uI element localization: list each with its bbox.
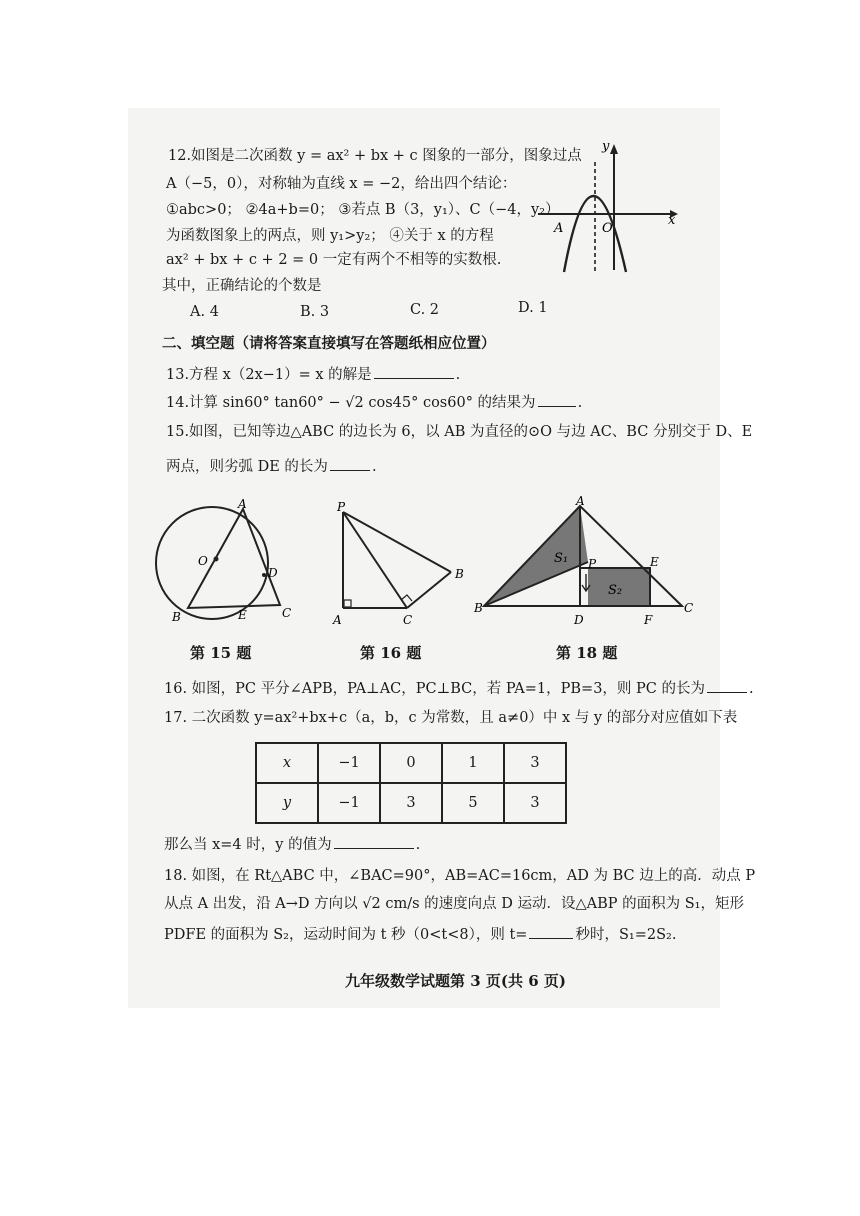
q12-parabola-graph [530,140,690,280]
fig18-caption: 第 18 题 [556,644,618,662]
fig15-label-e: E [238,608,247,622]
q12-line2: A（−5，0），对称轴为直线 x = −2，给出四个结论： [166,176,517,192]
q12-option-c: C. 2 [410,302,440,318]
table-cell: 3 [504,743,566,783]
fig18-label-f: F [644,613,653,627]
q15-answer-blank [330,456,370,471]
q12-line6: 其中，正确结论的个数是 [162,278,322,294]
fig15-caption: 第 15 题 [190,644,252,662]
fig18-label-c: C [684,601,694,615]
q14-end: . [577,395,583,411]
q18-answer-blank [529,924,573,939]
fig16-caption: 第 16 题 [360,644,422,662]
q17-after [164,834,420,855]
table-cell: −1 [318,783,380,823]
fig16-label-c: C [403,613,413,627]
q17-answer-blank [334,834,414,849]
table-cell: y [256,783,318,823]
q12-option-b: B. 3 [300,304,330,320]
q12-graph-y-label: y [602,140,610,154]
table-cell: −1 [318,743,380,783]
q12-option-a: A. 4 [190,304,219,320]
q16-text: 16. 如图，PC 平分∠APB，PA⊥AC，PC⊥BC，若 PA=1，PB=3，则 PC 的长为 [164,681,706,697]
q18-line2: 从点 A 出发，沿 A→D 方向以 √2 cm/s 的速度向点 D 运动．设△ABP 的面积为 S₁，矩形 [164,896,744,912]
table-cell: x [256,743,318,783]
fig15-label-d: D [268,566,278,580]
q17-text: 17. 二次函数 y=ax²+bx+c（a，b，c 为常数，且 a≠0）中 x 与 y 的部分对应值如下表 [164,710,738,726]
fig15-label-a: A [238,497,247,511]
q12-option-d: D. 1 [518,300,548,316]
q17-table [255,742,567,824]
q15-line1: 15.如图，已知等边△ABC 的边长为 6，以 AB 为直径的⊙O 与边 AC、BC 分别交于 D、E [166,424,753,440]
fig18-label-d: D [574,613,584,627]
fig18-label-b: B [474,601,483,615]
q13-text: 13.方程 x（2x−1）= x 的解是 [166,367,372,383]
q12-line4: 为函数图象上的两点，则 y₁>y₂； ④关于 x 的方程 [166,228,494,244]
q18-line3 [164,924,676,945]
q12-graph-a-label: A [554,221,564,236]
q18-line3-end: 秒时，S₁=2S₂. [575,927,677,943]
q16-end: . [749,681,754,697]
fig18-label-s2: S₂ [608,583,623,598]
table-cell: 1 [442,743,504,783]
q13-answer-blank [374,364,454,379]
table-cell: 3 [380,783,442,823]
fig15-label-c: C [282,606,292,620]
fig18-label-a: A [576,494,585,508]
table-cell: 0 [380,743,442,783]
fig18-label-p: P [588,557,597,571]
q12-line5: ax² + bx + c + 2 = 0 一定有两个不相等的实数根. [166,252,502,268]
q18-line3-text: PDFE 的面积为 S₂，运动时间为 t 秒（0<t<8），则 t= [164,927,528,943]
figure-15 [150,495,310,630]
table-row [256,743,566,783]
q12-line1: 12.如图是二次函数 y = ax² + bx + c 图象的一部分，图象过点 [168,148,582,164]
q16-answer-blank [707,678,747,693]
q14-answer-blank [538,392,576,407]
fig16-label-b: B [455,567,464,581]
q15-end: . [371,459,377,475]
q13 [166,364,460,385]
fig18-label-s1: S₁ [554,551,569,566]
q14 [166,392,582,413]
q12-line3: ①abc>0； ②4a+b=0； ③若点 B（3，y₁）、C（−4，y₂） [166,202,560,218]
q17-after-text: 那么当 x=4 时，y 的值为 [164,837,332,853]
figure-18 [470,492,710,630]
fig18-label-e: E [650,555,659,569]
q14-text: 14.计算 sin60° tan60° − √2 cos45° cos60° 的结果为 [166,395,536,411]
q13-end: . [455,367,461,383]
section-2-heading: 二、填空题（请将答案直接填写在答题纸相应位置） [162,335,496,352]
q17-end: . [415,837,421,853]
page-footer: 九年级数学试题第 3 页(共 6 页) [345,972,566,990]
q12-graph-x-label: x [668,213,676,228]
q15-text: 两点，则劣弧 DE 的长为 [166,459,328,475]
q12-graph-o-label: O [602,221,613,236]
fig15-label-o: O [198,554,208,568]
table-cell: 3 [504,783,566,823]
q18-line1: 18. 如图，在 Rt△ABC 中，∠BAC=90°，AB=AC=16cm，AD 为 BC 边上的高．动点 P [164,868,756,884]
q16 [164,678,754,699]
figure-16 [325,500,475,630]
fig16-label-p: P [337,500,346,514]
table-cell: 5 [442,783,504,823]
fig15-label-b: B [172,610,181,624]
q15-line2 [166,456,377,477]
fig16-label-a: A [333,613,342,627]
table-row [256,783,566,823]
